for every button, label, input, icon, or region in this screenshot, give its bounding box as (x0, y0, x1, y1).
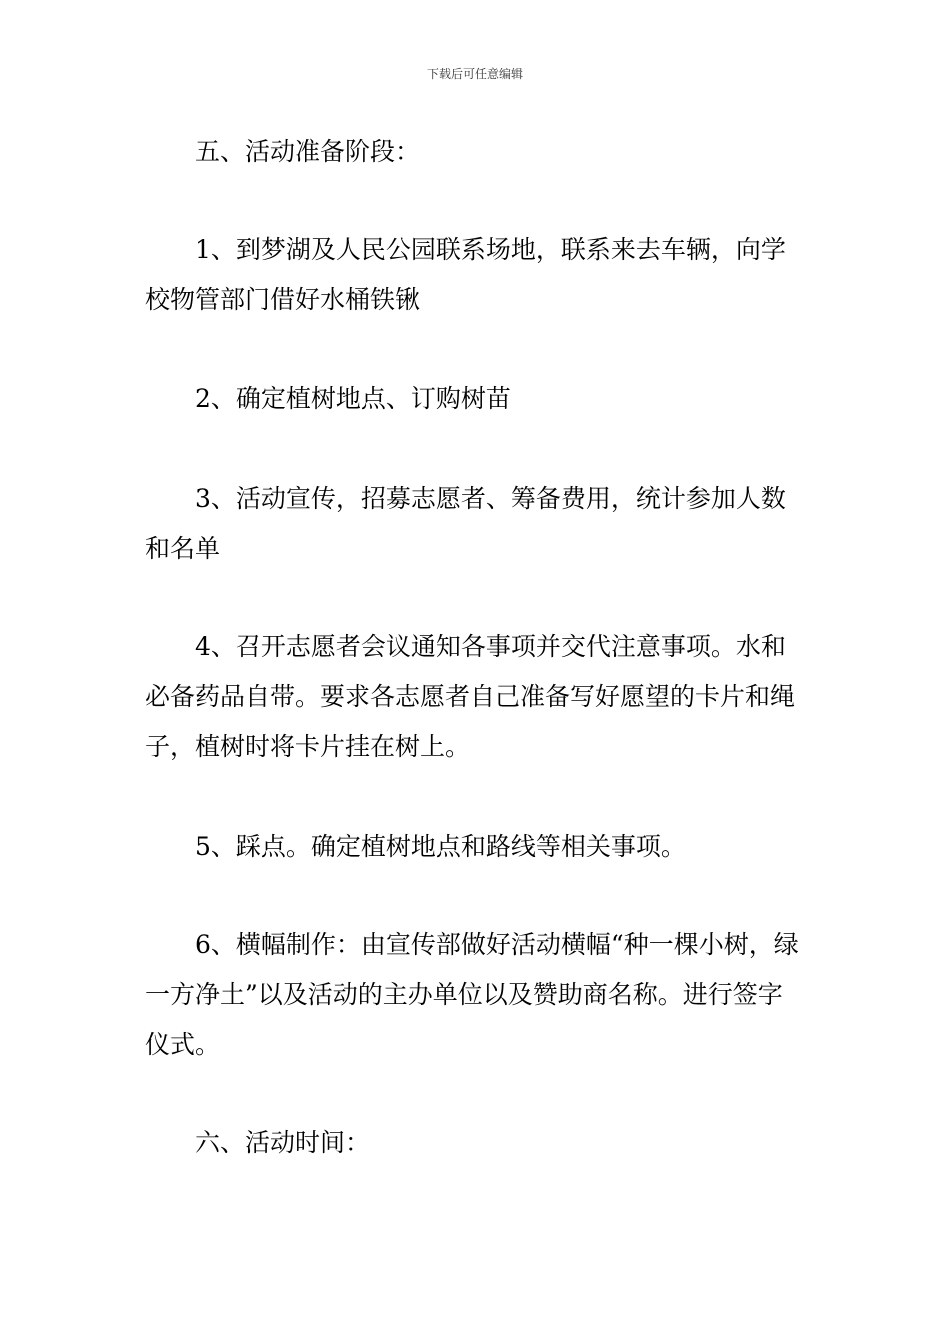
paragraph-item-1: 1、到梦湖及人民公园联系场地，联系来去车辆，向学校物管部门借好水桶铁锹 (145, 235, 786, 314)
page-header-note: 下载后可任意编辑 (426, 67, 523, 81)
paragraph-item-6: 6、横幅制作：由宣传部做好活动横幅“种一棵小树，绿一方净土”以及活动的主办单位以及赞助商名称。进行签字仪式。 (145, 930, 799, 1059)
section-heading-time: 六、活动时间： (195, 1128, 371, 1157)
section-heading-preparation: 五、活动准备阶段： (195, 137, 421, 166)
paragraph-item-5: 5、踩点。确定植树地点和路线等相关事项。 (195, 832, 686, 861)
paragraph-item-4: 4、召开志愿者会议通知各事项并交代注意事项。水和必备药品自带。要求各志愿者自己准备写好愿望的卡片和绳子，植树时将卡片挂在树上。 (145, 632, 796, 761)
paragraph-item-2: 2、确定植树地点、订购树苗 (195, 384, 511, 413)
paragraph-item-3: 3、活动宣传，招募志愿者、筹备费用，统计参加人数和名单 (145, 484, 786, 563)
